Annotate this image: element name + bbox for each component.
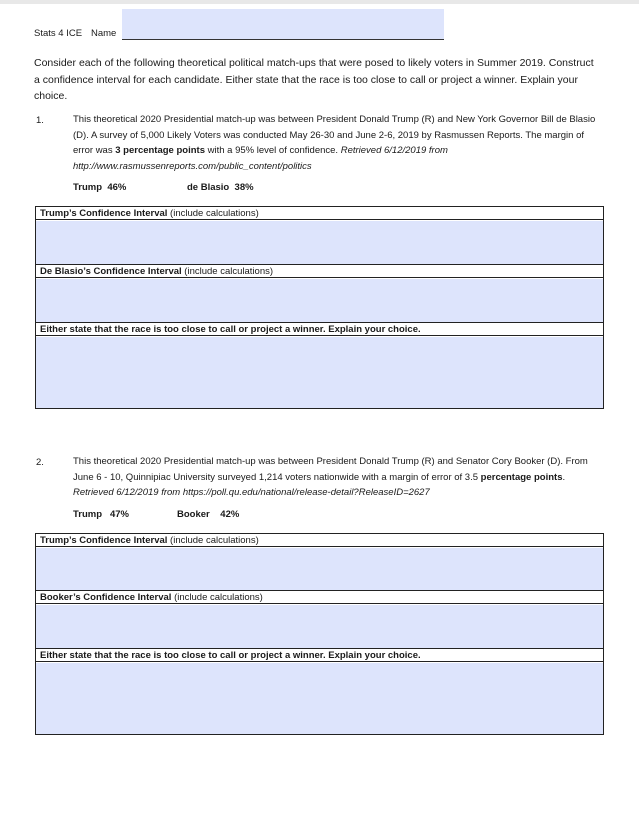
q1-trump-interval-answer[interactable]	[36, 221, 603, 264]
q1-trump-interval-label: Trump’s Confidence Interval (include calculations)	[36, 207, 603, 220]
name-label: Name	[91, 28, 117, 39]
q1-verdict-label: Either state that the race is too close to call or project a winner. Explain your choice.	[36, 323, 603, 336]
question-2-candidate-1: Trump 47%	[73, 509, 129, 520]
question-1-number: 1.	[36, 115, 44, 126]
q2-trump-interval-answer[interactable]	[36, 548, 603, 590]
question-2-text: This theoretical 2020 Presidential match-up was between President Donald Trump (R) and Senator Cory Booker (D). From June 6 - 10, Quinnipiac University surveyed 1,214 voters nationwide with a margin of error of 3.5 percentage points. Retrieved 6/12/2019 from https://poll.qu.edu/national/release-detail?ReleaseID=2627	[73, 456, 588, 498]
name-input[interactable]	[122, 9, 444, 40]
question-1-answer-table	[35, 206, 604, 409]
q1-deblasio-interval-label: De Blasio’s Confidence Interval (include calculations)	[36, 265, 603, 278]
q1-deblasio-interval-answer[interactable]	[36, 279, 603, 322]
question-2-candidate-2: Booker 42%	[177, 509, 240, 520]
question-1-candidate-2: de Blasio 38%	[187, 182, 254, 193]
q2-verdict-answer[interactable]	[36, 663, 603, 734]
question-2-answer-table	[35, 533, 604, 735]
question-1-text: This theoretical 2020 Presidential match-up was between President Donald Trump (R) and New York Governor Bill de Blasio (D). A survey of 5,000 Likely Voters was conducted May 26-30 and June 2-6, 2019 by Rasmussen Reports. The margin of error was 3 percentage points with a 95% level of confidence. Retrieved 6/12/2019 from http://www.rasmussenreports.com/public_content/politics	[73, 114, 596, 172]
q2-trump-interval-label: Trump’s Confidence Interval (include calculations)	[36, 534, 603, 547]
q2-booker-interval-label: Booker’s Confidence Interval (include calculations)	[36, 591, 603, 604]
instructions: Consider each of the following theoretical political match-ups that were posed to likely voters in Summer 2019. Construct a confidence interval for each candidate. Either state that the race is too close to call or project a winner. Explain your choice.	[34, 57, 594, 102]
q2-verdict-label: Either state that the race is too close to call or project a winner. Explain your choice.	[36, 649, 603, 662]
page-top-border	[0, 0, 639, 4]
question-1-candidate-1: Trump 46%	[73, 182, 127, 193]
q2-booker-interval-answer[interactable]	[36, 605, 603, 648]
question-2-number: 2.	[36, 457, 44, 468]
q1-verdict-answer[interactable]	[36, 337, 603, 408]
worksheet-title: Stats 4 ICE	[34, 28, 83, 39]
